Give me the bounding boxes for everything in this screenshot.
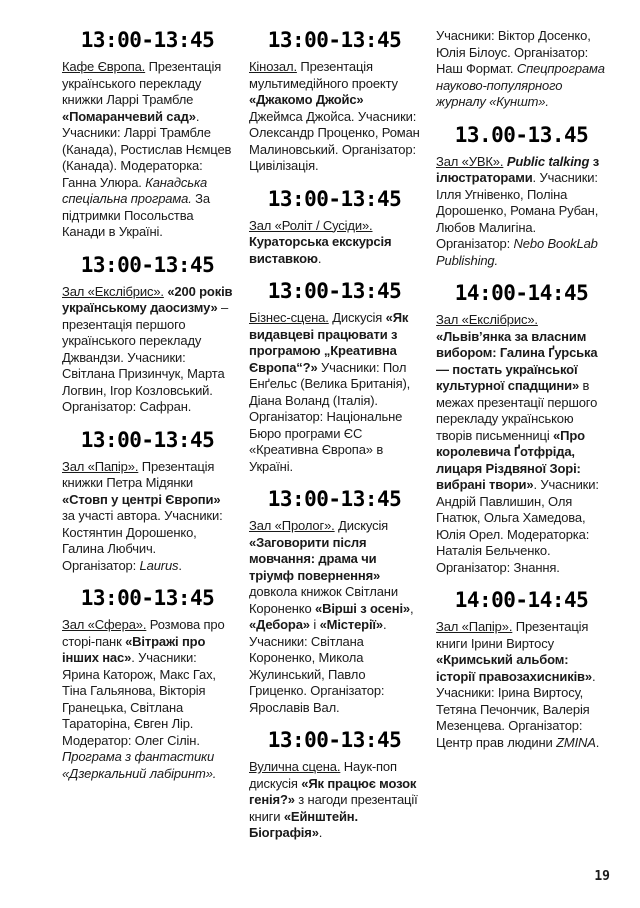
event-time-heading: 13:00-13:45 — [80, 427, 215, 452]
text-run: . Учасники: Ірина Виртосу, Тетяна Печончик, Валерія Мезенцева. Організатор: Центр прав людини — [436, 668, 596, 750]
event-title: «Львів’янка за власним вибором: Галина Ґурська — постать української культурної спадщини» — [436, 328, 598, 393]
venue-name: Зал «УВК». — [436, 153, 504, 169]
text-run: За підтримки Посольства Канади в Україні. — [62, 191, 210, 239]
venue-name: Вулична сцена. — [249, 759, 341, 774]
text-run: Учасники: Пол Енґельс (Велика Британія), Діана Воланд (Італія). Організатор: Національне Бюро програми ЄС «Креативна Європа» в Україні. — [249, 359, 411, 474]
event-title: «Як працює мозок генія?» — [249, 775, 417, 807]
event-title: «Як видавцеві працювати з програмою „Креативна Європа“?» — [249, 310, 409, 375]
venue-name: Зал «Екслібрис». — [436, 312, 538, 327]
event-entry — [249, 487, 420, 716]
text-run: . — [178, 557, 182, 573]
text-run: Дискусія — [328, 310, 386, 325]
column-3 — [436, 28, 607, 842]
event-entry — [249, 279, 420, 475]
event-title: «Джакомо Джойс» — [249, 92, 364, 107]
event-time-heading: 13:00-13:45 — [267, 186, 402, 211]
event-description — [436, 619, 607, 751]
text-run: . Учасники: Андрій Павлишин, Оля Гнатюк, Ольга Хамедова, Юлія Орел. Модераторка: Наталія Бельченко. Організатор: Знання. — [436, 477, 599, 575]
event-time-heading: 14:00-14:45 — [454, 588, 589, 612]
event-entry — [62, 28, 233, 241]
event-title: «Стовп у центрі Європи» — [62, 491, 221, 507]
venue-name: Зал «Пролог». — [249, 518, 335, 533]
event-entry — [62, 428, 233, 575]
event-description — [62, 617, 233, 782]
event-title: «Заговорити після мовчання: драма чи тріумф повернення» — [249, 534, 381, 583]
event-entry — [249, 728, 420, 842]
venue-name: Бізнес-сцена. — [249, 310, 329, 325]
event-title: «Помаранчевий сад» — [62, 108, 196, 124]
text-run: . Учасники: Ларрі Трамбле (Канада), Ростислав Нємцев (Канада). Модераторка: Ганна Улюра. — [62, 108, 232, 190]
venue-name: Зал «Сфера». — [62, 617, 147, 632]
event-description — [436, 312, 607, 576]
program-note: Програма з фантастики «Дзеркальний лабіринт». — [62, 749, 217, 781]
program-note: Laurus — [139, 557, 179, 573]
event-entry — [249, 187, 420, 268]
event-description — [249, 218, 420, 268]
event-entry — [62, 586, 233, 782]
event-entry — [436, 281, 607, 576]
program-columns — [62, 28, 607, 842]
event-time-heading: 13:00-13:45 — [80, 28, 215, 52]
venue-name: Кінозал. — [249, 59, 297, 74]
program-note: Nebo BookLab Publishing. — [436, 236, 598, 268]
event-entry — [249, 28, 420, 175]
text-run: . Учасники: Ілля Угнівенко, Поліна Дорошенко, Романа Рубан, Любов Малигіна. Організатор: — [436, 170, 599, 251]
event-description — [249, 59, 420, 175]
text-run: . Учасники: Світлана Короненко, Микола Жулинський, Павло Гриценко. Організатор: Ярославів Вал. — [249, 617, 387, 715]
text-run: Презентація українського перекладу книжки Ларрі Трамбле — [62, 59, 222, 107]
text-run: Учасники: Віктор Досенко, Юлія Білоус. Організатор: Наш Формат. — [436, 28, 591, 76]
event-title: «Ейнштейн. Біографія» — [249, 808, 358, 840]
event-title: «Дебора» — [249, 617, 310, 632]
event-entry — [62, 253, 233, 416]
text-run: довкола книжок Світлани Короненко — [249, 584, 398, 616]
text-run: Розмова про сторі-панк — [62, 617, 225, 649]
event-description — [436, 28, 607, 111]
program-note: ZMINA — [556, 734, 596, 750]
text-run: . — [317, 250, 322, 266]
column-1 — [62, 28, 233, 842]
text-run: з нагоди презентації книги — [249, 792, 418, 824]
event-time-heading: 13.00-13.45 — [454, 122, 589, 147]
text-run: за участі автора. Учасники: Костянтин Дорошенко, Галина Любчич. Організатор: — [62, 508, 223, 573]
event-title: Public talking — [506, 153, 590, 169]
text-run: Джеймса Джойса. Учасники: Олександр Проценко, Роман Малиновський. Організатор: Цивілізація. — [249, 108, 420, 173]
text-run: в межах презентації першого перекладу українською творів письменниці — [436, 378, 598, 443]
event-time-heading: 13:00-13:45 — [267, 279, 402, 303]
text-run: . — [595, 734, 600, 750]
event-title: «Вірші з осені» — [315, 600, 411, 616]
column-2 — [249, 28, 420, 842]
text-run: , — [410, 600, 414, 616]
text-run: . — [318, 825, 323, 840]
page-number: 19 — [594, 869, 610, 884]
event-description — [249, 310, 420, 475]
event-title: Кураторська екскурсія виставкою — [249, 234, 392, 266]
venue-name: Зал «Роліт / Сусіди». — [249, 217, 373, 233]
event-description — [436, 154, 607, 270]
text-run: Наук-поп дискусія — [249, 759, 397, 791]
text-run: Презентація книги Ірини Виртосу — [436, 619, 589, 651]
event-title: з ілюстраторами — [436, 153, 600, 185]
text-run: Презентація книжки Петра Мідянки — [62, 458, 215, 490]
venue-name: Зал «Екслібрис». — [62, 283, 164, 299]
event-description — [249, 518, 420, 716]
event-title: «Кримський альбом: історії правозахисників» — [436, 652, 592, 684]
event-title: «200 років українському даосизму» — [62, 283, 233, 315]
venue-name: Кафе Європа. — [62, 59, 146, 74]
text-run: . Учасники: Ярина Каторож, Макс Гах, Тіна Гальянова, Вікторія Гранецька, Світлана Тараторіна, Євген Лір. Модератор: Олег Сілін. — [62, 650, 216, 748]
event-time-heading: 13:00-13:45 — [80, 252, 215, 277]
event-entry — [436, 123, 607, 270]
event-description — [249, 759, 420, 842]
event-entry — [436, 28, 607, 111]
event-description — [62, 59, 233, 241]
text-run: – презентація першого українського перекладу Джвандзи. Учасники: Світлана Призинчук, Марта Логвин, Ігор Козловський. Організатор: Сафран. — [62, 300, 229, 414]
event-time-heading: 13:00-13:45 — [267, 487, 402, 511]
text-run: і — [309, 617, 320, 632]
event-entry — [436, 588, 607, 751]
event-description — [62, 284, 233, 416]
event-description — [62, 459, 233, 575]
event-time-heading: 13:00-13:45 — [267, 728, 402, 752]
venue-name: Зал «Папір». — [436, 619, 513, 634]
event-time-heading: 13:00-13:45 — [267, 28, 402, 52]
event-time-heading: 13:00-13:45 — [80, 586, 215, 610]
event-title: «Вітражі про інших нас» — [62, 633, 206, 665]
program-note: Канадська спеціальна програма. — [62, 174, 208, 206]
event-title: «Про королевича Ґотфріда, лицаря Різдвяної Зорі: вибрані твори» — [436, 427, 585, 492]
event-title: «Містерії» — [319, 617, 383, 632]
text-run: Дискусія — [334, 518, 389, 533]
venue-name: Зал «Папір». — [62, 458, 139, 474]
program-note: Спецпрограма науково-популярного журналу «Куншт». — [436, 61, 605, 109]
event-time-heading: 14:00-14:45 — [454, 281, 589, 305]
text-run: Презентація мультимедійного проекту — [249, 59, 398, 91]
